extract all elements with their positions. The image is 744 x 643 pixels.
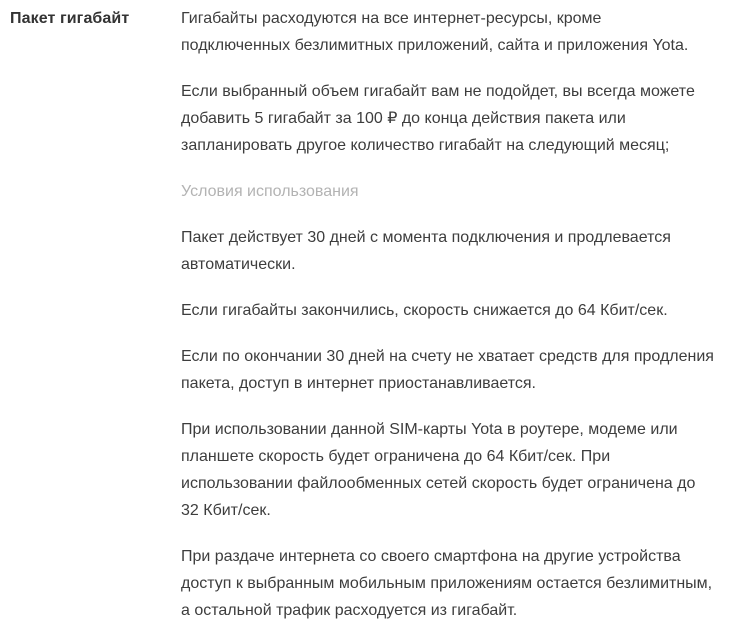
paragraph-sim-in-devices: При использовании данной SIM-карты Yota в роутере, модеме или планшете скорость будет ограничена до 64 Кбит/сек. При использовании файлообменных сетей скорость будет ограничена до 32 Кбит/сек. [181, 421, 696, 519]
section-description [181, 5, 714, 643]
paragraph-tethering: При раздаче интернета со своего смартфона на другие устройства доступ к выбранным мобильным приложениям остается безлимитным, а остальной трафик расходуется из гигабайт. [181, 548, 713, 619]
paragraph-package-duration: Пакет действует 30 дней с момента подключения и продлевается автоматически. [181, 229, 671, 273]
usage-terms-subheading: Условия использования [181, 183, 359, 200]
paragraph-insufficient-funds: Если по окончании 30 дней на счету не хватает средств для продления пакета, доступ в интернет приостанавливается. [181, 348, 714, 392]
section-term: Пакет гигабайт [10, 10, 130, 27]
paragraph-speed-after-limit: Если гигабайты закончились, скорость снижается до 64 Кбит/сек. [181, 302, 668, 319]
paragraph-gigabytes-usage: Гигабайты расходуются на все интернет-ресурсы, кроме подключенных безлимитных приложений, сайта и приложения Yota. [181, 10, 689, 54]
paragraph-add-gigabytes: Если выбранный объем гигабайт вам не подойдет, вы всегда можете добавить 5 гигабайт за 100 ₽ до конца действия пакета или запланировать другое количество гигабайт на следующий месяц; [181, 83, 695, 154]
